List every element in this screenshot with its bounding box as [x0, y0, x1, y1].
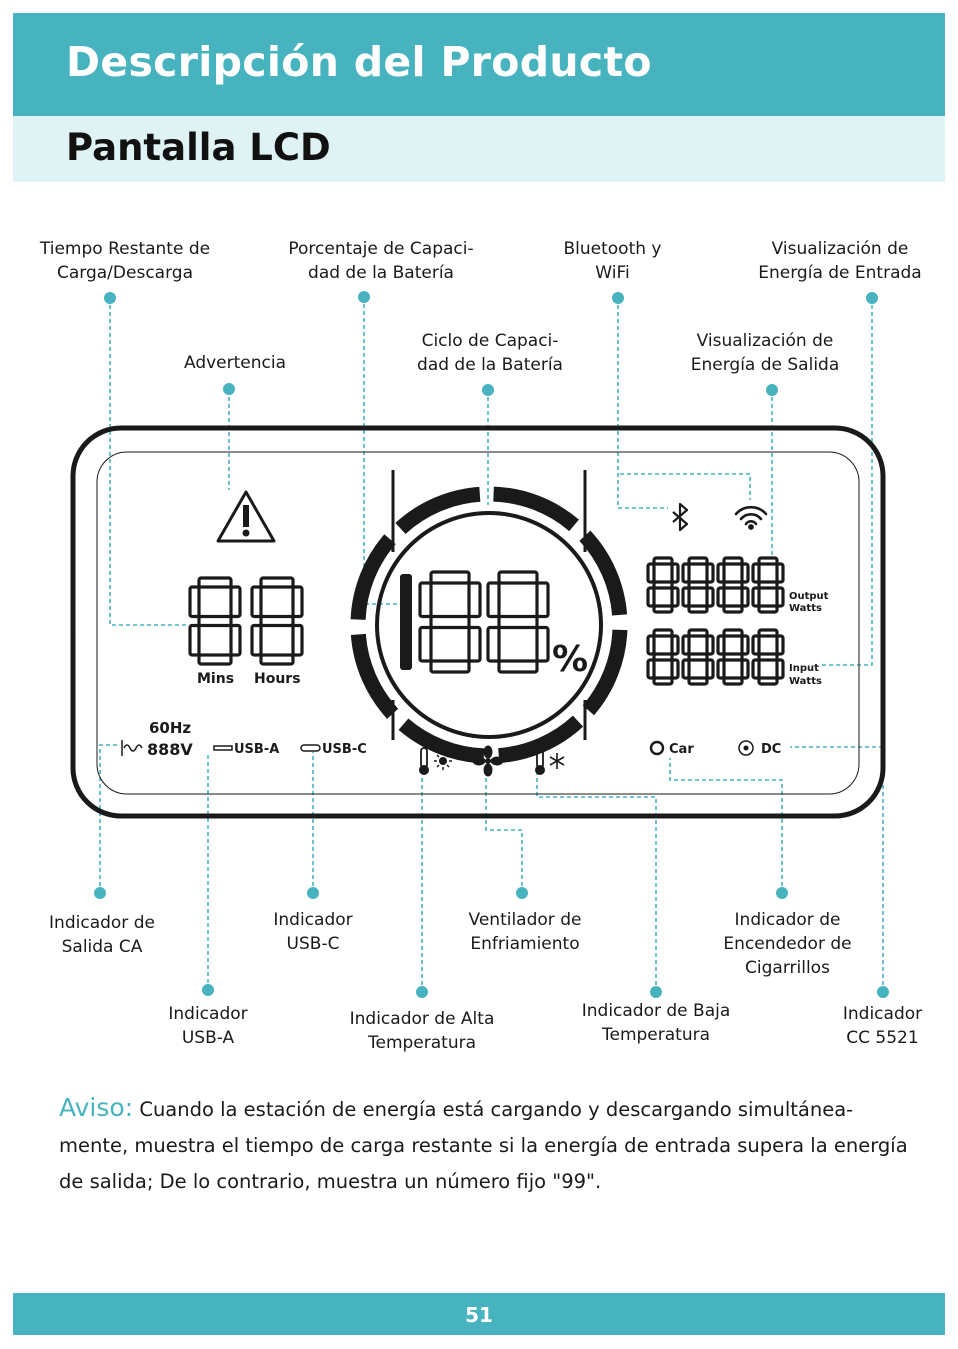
- dc-icon: [739, 741, 753, 755]
- callout-bluetooth-wifi: Bluetooth y WiFi: [563, 239, 662, 283]
- percent-digit-3: [488, 572, 548, 672]
- wifi-icon: [736, 507, 766, 528]
- page-title: Descripción del Producto: [66, 38, 652, 86]
- lcd-usb-a-label: USB-A: [234, 742, 280, 757]
- callout-capacity-cycle: Ciclo de Capaci- dad de la Batería: [417, 331, 563, 375]
- lcd-car-label: Car: [669, 742, 694, 757]
- ac-wave-icon: [122, 740, 142, 756]
- callout-output-power: Visualización de Energía de Salida: [690, 331, 840, 375]
- section-title: Pantalla LCD: [66, 126, 331, 169]
- car-icon: [651, 742, 663, 754]
- callout-dc5521: Indicador CC 5521: [842, 1004, 923, 1048]
- lcd-dc-label: DC: [761, 742, 782, 757]
- lcd-hours-label: Hours: [254, 671, 301, 687]
- usb-c-icon: [301, 745, 320, 751]
- lcd-output-label-2: Watts: [789, 603, 822, 614]
- time-digit-1: [190, 578, 240, 664]
- callout-high-temp: Indicador de Alta Temperatura: [349, 1009, 495, 1053]
- usb-a-icon: [214, 746, 232, 750]
- lcd-usb-c-label: USB-C: [322, 742, 367, 757]
- callout-usb-c: Indicador USB-C: [273, 910, 353, 954]
- lcd-output-label-1: Output: [789, 591, 829, 602]
- notice-text: Cuando la estación de energía está cargando y descargando simultánea-mente, muestra el tiempo de carga restante si la energía de entrada supera la energía de salida; De lo contrario, muestra un número fijo "99".: [59, 1098, 908, 1193]
- lcd-digits: [190, 558, 783, 684]
- callout-ac-output: Indicador de Salida CA: [49, 913, 155, 957]
- leader-lines: [100, 297, 883, 992]
- input-digit-2: [683, 630, 713, 684]
- callout-input-power: Visualización de Energía de Entrada: [758, 239, 922, 283]
- callout-low-temp: Indicador de Baja Temperatura: [581, 1001, 731, 1045]
- callout-cooling-fan: Ventilador de Enfriamiento: [468, 910, 582, 954]
- warning-icon: [218, 492, 274, 541]
- output-digit-2: [683, 558, 713, 612]
- callout-warning: Advertencia: [183, 353, 287, 373]
- time-digit-2: [252, 578, 302, 664]
- lcd-mins-label: Mins: [197, 671, 235, 687]
- notice-label: Aviso:: [59, 1093, 134, 1122]
- lcd-volt-label: 888V: [147, 740, 193, 759]
- bluetooth-icon: [673, 504, 687, 530]
- callout-car-lighter: Indicador de Encendedor de Cigarrillos: [723, 910, 852, 978]
- callout-usb-a: Indicador USB-A: [168, 1004, 248, 1048]
- lcd-input-label-1: Input: [789, 663, 819, 674]
- input-digit-3: [718, 630, 748, 684]
- percent-digit-2: [420, 572, 480, 672]
- output-digit-1: [648, 558, 678, 612]
- lcd-inner-frame: [97, 452, 859, 794]
- lcd-input-label-2: Watts: [789, 676, 822, 687]
- percent-digit-1: [400, 574, 412, 670]
- input-digit-1: [648, 630, 678, 684]
- output-digit-3: [718, 558, 748, 612]
- output-digit-4: [753, 558, 783, 612]
- leader-dots: [94, 291, 889, 998]
- lcd-percent-sign: %: [552, 639, 589, 680]
- lcd-hz-label: 60Hz: [149, 719, 192, 737]
- callout-remaining-time: Tiempo Restante de Carga/Descarga: [39, 239, 211, 283]
- callout-battery-percentage: Porcentaje de Capaci- dad de la Batería: [288, 239, 474, 283]
- page-number: 51: [465, 1303, 493, 1327]
- notice: [59, 1090, 909, 1200]
- input-digit-4: [753, 630, 783, 684]
